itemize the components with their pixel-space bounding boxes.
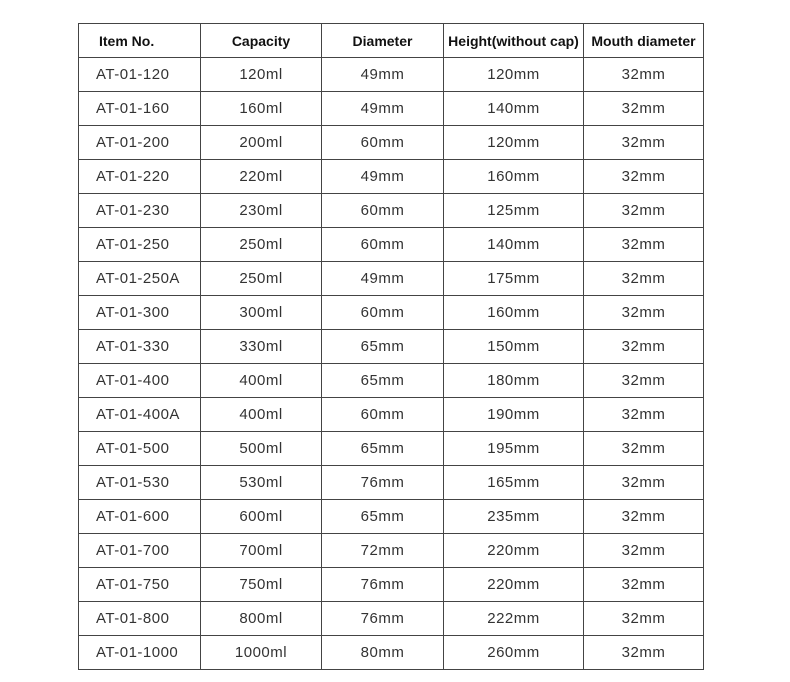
cell-item-no: AT-01-600 bbox=[79, 500, 201, 534]
cell-item-no: AT-01-250A bbox=[79, 262, 201, 296]
cell-mouth-diameter: 32mm bbox=[584, 160, 704, 194]
cell-capacity: 750ml bbox=[201, 568, 322, 602]
header-height: Height(without cap) bbox=[444, 24, 584, 58]
table-row bbox=[79, 466, 704, 500]
cell-mouth-diameter: 32mm bbox=[584, 534, 704, 568]
cell-height: 180mm bbox=[444, 364, 584, 398]
cell-capacity: 400ml bbox=[201, 364, 322, 398]
cell-item-no: AT-01-700 bbox=[79, 534, 201, 568]
table-row bbox=[79, 568, 704, 602]
table-row bbox=[79, 636, 704, 670]
cell-mouth-diameter: 32mm bbox=[584, 432, 704, 466]
cell-diameter: 65mm bbox=[322, 432, 444, 466]
cell-diameter: 60mm bbox=[322, 126, 444, 160]
table-row bbox=[79, 194, 704, 228]
header-row bbox=[79, 24, 704, 58]
cell-item-no: AT-01-120 bbox=[79, 58, 201, 92]
cell-diameter: 60mm bbox=[322, 296, 444, 330]
cell-mouth-diameter: 32mm bbox=[584, 364, 704, 398]
cell-diameter: 72mm bbox=[322, 534, 444, 568]
table-row bbox=[79, 432, 704, 466]
table-row bbox=[79, 602, 704, 636]
cell-height: 120mm bbox=[444, 126, 584, 160]
cell-item-no: AT-01-220 bbox=[79, 160, 201, 194]
cell-height: 120mm bbox=[444, 58, 584, 92]
cell-diameter: 80mm bbox=[322, 636, 444, 670]
cell-mouth-diameter: 32mm bbox=[584, 568, 704, 602]
cell-mouth-diameter: 32mm bbox=[584, 500, 704, 534]
cell-height: 220mm bbox=[444, 534, 584, 568]
cell-item-no: AT-01-230 bbox=[79, 194, 201, 228]
table-row bbox=[79, 58, 704, 92]
cell-capacity: 800ml bbox=[201, 602, 322, 636]
cell-capacity: 160ml bbox=[201, 92, 322, 126]
cell-height: 175mm bbox=[444, 262, 584, 296]
cell-capacity: 220ml bbox=[201, 160, 322, 194]
header-capacity: Capacity bbox=[201, 24, 322, 58]
cell-mouth-diameter: 32mm bbox=[584, 92, 704, 126]
cell-diameter: 76mm bbox=[322, 602, 444, 636]
cell-mouth-diameter: 32mm bbox=[584, 602, 704, 636]
cell-height: 195mm bbox=[444, 432, 584, 466]
cell-item-no: AT-01-750 bbox=[79, 568, 201, 602]
cell-capacity: 200ml bbox=[201, 126, 322, 160]
cell-diameter: 49mm bbox=[322, 58, 444, 92]
cell-height: 190mm bbox=[444, 398, 584, 432]
spec-table bbox=[78, 23, 704, 670]
cell-capacity: 230ml bbox=[201, 194, 322, 228]
cell-mouth-diameter: 32mm bbox=[584, 466, 704, 500]
cell-capacity: 300ml bbox=[201, 296, 322, 330]
cell-height: 125mm bbox=[444, 194, 584, 228]
cell-capacity: 530ml bbox=[201, 466, 322, 500]
cell-item-no: AT-01-800 bbox=[79, 602, 201, 636]
cell-item-no: AT-01-530 bbox=[79, 466, 201, 500]
cell-height: 140mm bbox=[444, 228, 584, 262]
cell-capacity: 330ml bbox=[201, 330, 322, 364]
cell-diameter: 49mm bbox=[322, 262, 444, 296]
table-row bbox=[79, 92, 704, 126]
cell-mouth-diameter: 32mm bbox=[584, 636, 704, 670]
cell-item-no: AT-01-250 bbox=[79, 228, 201, 262]
table-header bbox=[79, 24, 704, 58]
cell-diameter: 49mm bbox=[322, 160, 444, 194]
cell-height: 260mm bbox=[444, 636, 584, 670]
cell-capacity: 500ml bbox=[201, 432, 322, 466]
header-item-no: Item No. bbox=[79, 24, 201, 58]
cell-capacity: 250ml bbox=[201, 228, 322, 262]
table-row bbox=[79, 126, 704, 160]
cell-capacity: 600ml bbox=[201, 500, 322, 534]
cell-diameter: 76mm bbox=[322, 568, 444, 602]
cell-item-no: AT-01-330 bbox=[79, 330, 201, 364]
cell-height: 150mm bbox=[444, 330, 584, 364]
cell-item-no: AT-01-500 bbox=[79, 432, 201, 466]
header-diameter: Diameter bbox=[322, 24, 444, 58]
cell-mouth-diameter: 32mm bbox=[584, 194, 704, 228]
cell-mouth-diameter: 32mm bbox=[584, 126, 704, 160]
cell-mouth-diameter: 32mm bbox=[584, 398, 704, 432]
cell-height: 220mm bbox=[444, 568, 584, 602]
cell-mouth-diameter: 32mm bbox=[584, 330, 704, 364]
table-row bbox=[79, 500, 704, 534]
table-row bbox=[79, 160, 704, 194]
cell-capacity: 700ml bbox=[201, 534, 322, 568]
header-mouth-diameter: Mouth diameter bbox=[584, 24, 704, 58]
cell-height: 160mm bbox=[444, 296, 584, 330]
table-row bbox=[79, 262, 704, 296]
cell-diameter: 49mm bbox=[322, 92, 444, 126]
cell-diameter: 76mm bbox=[322, 466, 444, 500]
cell-capacity: 1000ml bbox=[201, 636, 322, 670]
table-row bbox=[79, 228, 704, 262]
cell-mouth-diameter: 32mm bbox=[584, 296, 704, 330]
table-row bbox=[79, 296, 704, 330]
cell-capacity: 250ml bbox=[201, 262, 322, 296]
cell-diameter: 65mm bbox=[322, 500, 444, 534]
cell-item-no: AT-01-160 bbox=[79, 92, 201, 126]
cell-height: 165mm bbox=[444, 466, 584, 500]
cell-diameter: 60mm bbox=[322, 194, 444, 228]
cell-item-no: AT-01-400A bbox=[79, 398, 201, 432]
cell-height: 160mm bbox=[444, 160, 584, 194]
cell-item-no: AT-01-400 bbox=[79, 364, 201, 398]
cell-capacity: 400ml bbox=[201, 398, 322, 432]
cell-mouth-diameter: 32mm bbox=[584, 58, 704, 92]
cell-diameter: 60mm bbox=[322, 228, 444, 262]
table-body bbox=[79, 58, 704, 670]
table-row bbox=[79, 330, 704, 364]
cell-capacity: 120ml bbox=[201, 58, 322, 92]
cell-mouth-diameter: 32mm bbox=[584, 228, 704, 262]
cell-height: 140mm bbox=[444, 92, 584, 126]
cell-diameter: 65mm bbox=[322, 364, 444, 398]
table-row bbox=[79, 534, 704, 568]
cell-mouth-diameter: 32mm bbox=[584, 262, 704, 296]
cell-diameter: 65mm bbox=[322, 330, 444, 364]
cell-item-no: AT-01-1000 bbox=[79, 636, 201, 670]
table-row bbox=[79, 398, 704, 432]
table-row bbox=[79, 364, 704, 398]
cell-item-no: AT-01-300 bbox=[79, 296, 201, 330]
cell-item-no: AT-01-200 bbox=[79, 126, 201, 160]
cell-height: 235mm bbox=[444, 500, 584, 534]
cell-height: 222mm bbox=[444, 602, 584, 636]
cell-diameter: 60mm bbox=[322, 398, 444, 432]
